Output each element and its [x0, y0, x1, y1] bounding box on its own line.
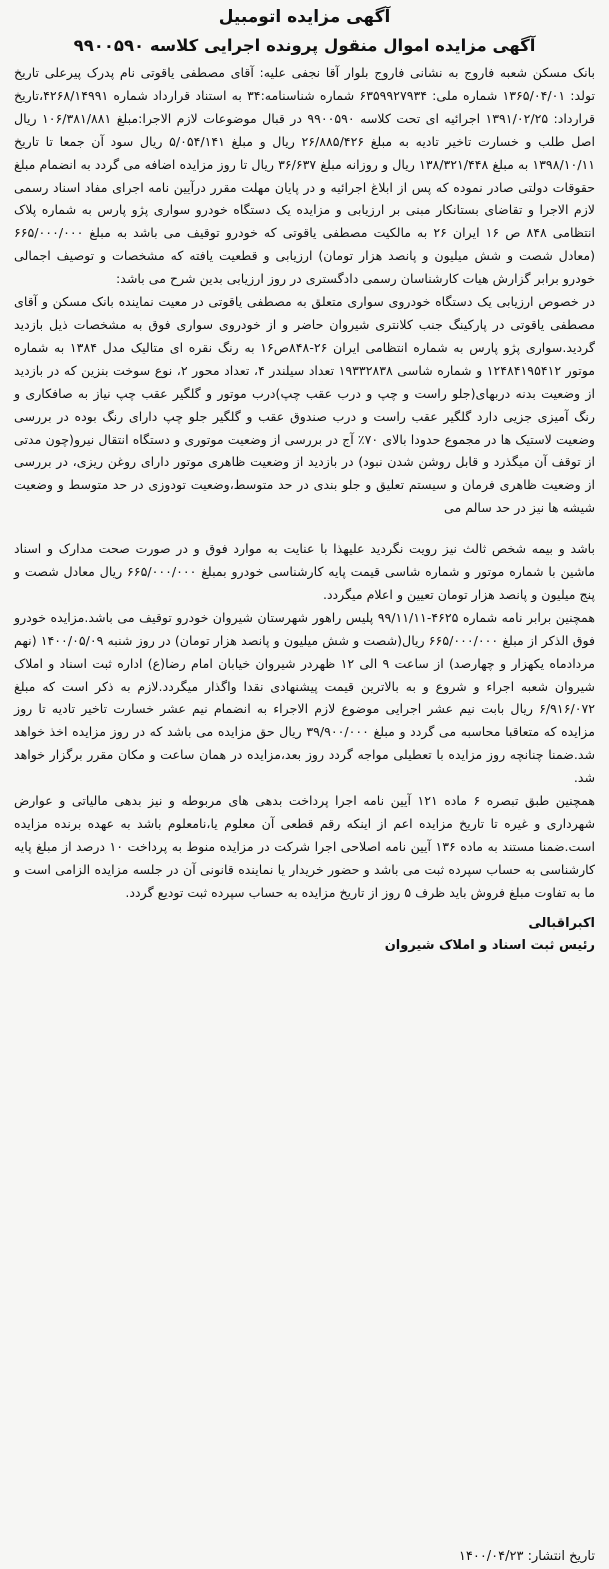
paragraph-auction-time: همچنین برابر نامه شماره ۴۶۲۵-۹۹/۱۱/۱۱ پلیس راهور شهرستان شیروان خودرو توقیف می باشد.مزایده خودرو فوق الذکر از مبلغ ۶۶۵/۰۰۰/۰۰۰ ریال(شصت و شش میلیون و پانصد هزار تومان) در روز شنبه ۱۴۰۰/۰۵/۰۹ (نهم مردادماه یکهزار و چهارصد) از ساعت ۹ الی ۱۲ ظهردر شیروان خیابان امام رضا(ع) اداره ثبت اسناد و املاک شیروان شعبه اجراء و شروع و به بالاترین قیمت پیشنهادی نقدا واگذار میگردد.لازم به ذکر است که مبلغ ۶/۹۱۶/۰۷۲ ریال بابت نیم عشر اجرایی موضوع لازم الاجراء به انضمام نیم عشر خسارت تاخیر تادیه تا روز مزایده که متعاقبا محاسبه می گردد و مبلغ ۳۹/۹۰۰/۰۰۰ ریال حق مزایده می باشد که در روز مزایده اخذ خواهد شد.ضمنا چنانچه روز مزایده با تعطیلی مواجه گردد روز بعد،مزایده در همان ساعت و مکان مقرر برگزار خواهد شد.: [14, 609, 595, 786]
publish-date: تاریخ انتشار: ۱۴۰۰/۰۴/۲۳: [458, 1549, 595, 1564]
paragraph-vehicle-assessment: در خصوص ارزیابی یک دستگاه خودروی سواری متعلق به مصطفی یاقوتی در معیت نماینده بانک مسکن و آقای مصطفی یاقوتی در پارکینگ جنب کلانتری شیروان حاضر و از خودروی سواری فوق به مشخصات ذیل بازدید گردید.سواری پژو پارس به شماره انتظامی ایران ۲۶-۸۴۸ص۱۶ به رنگ نقره ای متالیک مدل ۱۳۸۴ به شماره موتور ۱۲۴۸۴۱۹۵۴۱۲ و شماره شاسی ۱۹۳۳۲۸۳۸ تعداد سیلندر ۴، تعداد محور ۲، نوع سوخت بنزین که در بازدید از وضعیت بدنه دربهای(جلو راست و چپ و درب عقب چپ)درب موتور و گلگیر عقب چپ نیاز به صافکاری و رنگ آمیزی جزیی دارد گلگیر عقب راست و درب صندوق عقب و گلگیر جلو چپ دارای رنگ بوده در بررسی وضعیت لاستیک ها در مجموع حدودا بالای ۷۰٪ آج در بررسی از وضعیت موتوری و دستگاه انتقال نیرو(چون مدتی از توقف آن میگذرد و قابل روشن شدن نبود) در بازدید از وضعیت ظاهری موتور دارای روغن ریزی، در بررسی از وضعیت ظاهری فرمان و سیستم تعلیق و جلو بندی در حد متوسط،وضعیت تودوزی در حد متوسط و وضعیت شیشه ها نیز در حد سالم می: [14, 294, 596, 516]
notice-subtitle: آگهی مزایده اموال منقول پرونده اجرایی کلاسه ۹۹۰۰۵۹۰: [73, 36, 536, 55]
notice-body: [14, 62, 595, 905]
signer-name: اکبراقبالی: [528, 915, 595, 931]
column-break: [14, 520, 595, 538]
signer-title: رئیس ثبت اسناد و املاک شیروان: [384, 937, 595, 953]
paragraph-conditions: همچنین طبق تبصره ۶ ماده ۱۲۱ آیین نامه اجرا پرداخت بدهی های مربوطه و نیز بدهی مالیاتی و عوارض شهرداری و غیره تا تاریخ مزایده اعم از اینکه رقم قطعی آن معلوم یا،نامعلوم باشد به عهده برنده مزایده است.ضمنا مستند به ماده ۱۳۶ آیین نامه اصلاحی اجرا شرکت در مزایده منوط به پرداخت ۱۰ درصد از مبلغ پایه کارشناسی به حساب سپرده ثبت می باشد و حضور خریدار یا نماینده قانونی آن در جلسه مزایده الزامی است و ما به تفاوت مبلغ فروش باید ظرف ۵ روز از تاریخ مزایده به حساب سپرده ثبت تودیع گردد.: [14, 793, 595, 900]
notice-title: آگهی مزایده اتومبیل: [218, 7, 391, 27]
paragraph-base-price: باشد و بیمه شخص ثالث نیز رویت نگردید علیهذا با عنایت به موارد فوق و در صورت صحت مدارک و اسناد ماشین با شماره موتور و شماره شاسی قیمت پایه کارشناسی خودرو بمبلغ ۶۶۵/۰۰۰/۰۰۰ ریال معادل شصت و پنج میلیون و پانصد هزار تومان تعیین و اعلام میگردد.: [14, 541, 595, 602]
signature-block: [14, 913, 595, 957]
paragraph-case-details: بانک مسکن شعبه فاروج به نشانی فاروج بلوار آقا نجفی علیه: آقای مصطفی یاقوتی نام پدرک پیرعلی تاریخ تولد: ۱۳۶۵/۰۴/۰۱ شماره ملی: ۶۳۵۹۹۲۷۹۳۴ شماره شناسنامه:۳۴ به استناد قرارداد شماره ۴۲۶۸/۱۴۹۹۱،تاریخ قرارداد: ۱۳۹۱/۰۲/۲۵ اجرائیه ای تحت کلاسه ۹۹۰۰۵۹۰ در قبال موضوعات لازم الاجرا:مبلغ ۱۰۶/۳۸۱/۸۸۱ ریال اصل طلب و خسارت تاخیر تادیه به مبلغ ۲۶/۸۸۵/۴۲۶ ریال و مبلغ ۵/۰۵۴/۱۴۱ ریال سود آن جمعا تا تاریخ ۱۳۹۸/۱۰/۱۱ به مبلغ ۱۳۸/۳۲۱/۴۴۸ ریال و روزانه مبلغ ۳۶/۶۳۷ ریال تا روز مزایده اضافه می گردد به انضمام مبلغ حقوقات دولتی صادر نموده که پس از ابلاغ اجرائیه و در پایان مهلت مقرر درآیین نامه اجرای مفاد اسناد رسمی لازم الاجرا و تقاضای بستانکار مبنی بر ارزیابی و مزایده یک دستگاه خودرو سواری پژو پارس به شماره پلاک انتظامی ۸۴۸ ص ۱۶ ایران ۲۶ به مالکیت مصطفی یاقوتی که خودرو توقیف می باشد به مبلغ ۶۶۵/۰۰۰/۰۰۰ (معادل شصت و شش میلیون و پانصد هزار تومان) ارزیابی و قطعیت یافته که مشخصات و توصیف اجمالی خودرو برابر گزارش هیات کارشناسان رسمی دادگستری در روز ارزیابی بدین شرح می باشد:: [14, 65, 596, 287]
